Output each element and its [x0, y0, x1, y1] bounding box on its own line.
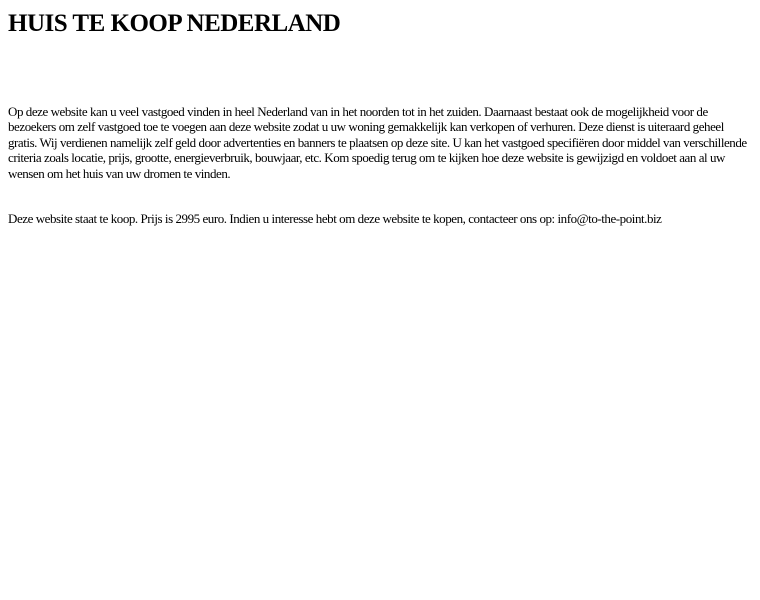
contact-email: info@to-the-point.biz [557, 211, 662, 226]
page-title: HUIS TE KOOP NEDERLAND [8, 10, 341, 37]
sale-notice [8, 211, 752, 227]
sale-notice-text: Deze website staat te koop. Prijs is 2995 euro. Indien u interesse hebt om deze website te kopen, contacteer ons op: [8, 211, 558, 226]
intro-paragraph: Op deze website kan u veel vastgoed vinden in heel Nederland van in het noorden tot in het zuiden. Daarnaast bestaat ook de mogelijkheid voor de bezoekers om zelf vastgoed toe te voegen aan deze website zodat u uw woning gemakkelijk kan verkopen of verhuren. Deze dienst is uiteraard geheel gratis. Wij verdienen namelijk zelf geld door advertenties en banners te plaatsen op deze site. U kan het vastgoed specifiëren door middel van verschillende criteria zoals locatie, prijs, grootte, energieverbruik, bouwjaar, etc. Kom spoedig terug om te kijken hoe deze website is gewijzigd en voldoet aan al uw wensen om het huis van uw dromen te vinden. [8, 103, 747, 181]
